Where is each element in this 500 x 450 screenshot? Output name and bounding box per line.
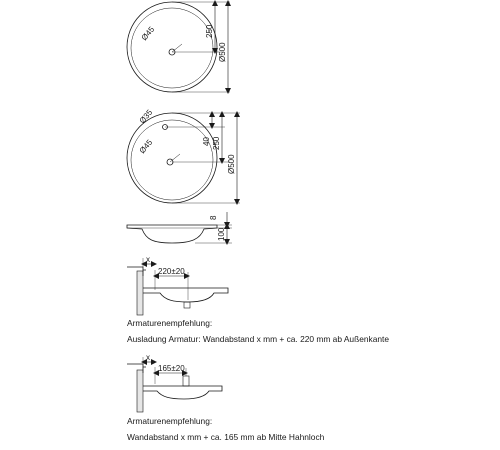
center-guide (170, 154, 180, 162)
basin-section (143, 386, 222, 399)
top-view-basin-2 (127, 113, 240, 203)
drain (184, 302, 190, 308)
diameter-label: Ø500 (227, 154, 236, 174)
recommendation-text-1: Ausladung Armatur: Wandabstand x mm + ca. 220 mm ab Außenkante (127, 334, 390, 344)
hole-label: Ø45 (139, 24, 157, 43)
rim-label: 8 (209, 215, 218, 220)
recommendation-heading-1: Armaturenempfehlung: (127, 318, 213, 328)
height-label: 100 (217, 227, 226, 241)
basin-outline (127, 113, 217, 203)
wall-distance-label: x (146, 255, 150, 264)
depth-label: 250 (212, 136, 221, 150)
basin-section (143, 288, 228, 302)
wall (137, 271, 143, 315)
basin-outline (127, 2, 217, 92)
overflow-offset-label: 40 (202, 137, 211, 146)
offset-label: 165±20 (158, 364, 185, 373)
top-view-basin-1 (127, 2, 230, 92)
recommendation-text-2: Wandabstand x mm + ca. 165 mm ab Mitte Hahnloch (127, 432, 325, 442)
wall-distance-label: x (146, 353, 150, 362)
center-guide (172, 44, 182, 52)
faucet-body (183, 376, 189, 386)
basin-bowl (131, 8, 213, 88)
depth-label: 250 (205, 24, 214, 38)
overflow-label: Ø35 (137, 107, 155, 126)
diameter-label: Ø500 (218, 42, 227, 62)
hole-label: Ø45 (137, 137, 155, 156)
basin-profile (127, 225, 217, 243)
wall (137, 370, 143, 412)
recommendation-heading-2: Armaturenempfehlung: (127, 416, 213, 426)
offset-label: 220±20 (158, 267, 185, 276)
